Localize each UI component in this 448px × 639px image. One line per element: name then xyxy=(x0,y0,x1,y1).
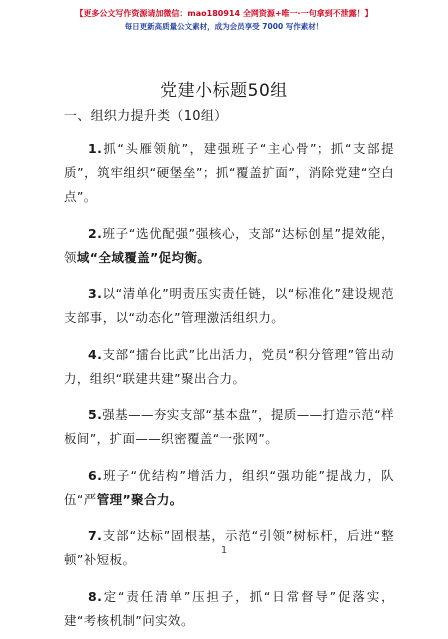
page-title: 党建小标题50组 xyxy=(160,81,288,101)
item-number: 5. xyxy=(88,407,103,422)
item-text: 强基——夯实支部“基本盘”，提质——打造示范“样板间”，扩面——织密覆盖“一张网”。 xyxy=(64,407,394,446)
item-text: 班子“选优配强”强核心，支部“达标创星”提效能，领 xyxy=(64,225,394,265)
promo-banner-line-1: 【更多公文写作资源请加微信：mao180914 全网资源+唯一·一句拿到不泄露！】 xyxy=(75,9,373,18)
list-item xyxy=(64,585,394,633)
section-heading: 一、组织力提升类（10组） xyxy=(64,109,228,124)
item-text: 定“责任清单”压担子，抓“日常督导”促落实，建“考核机制”问实效。 xyxy=(64,588,394,628)
item-number: 7. xyxy=(88,528,103,543)
item-list xyxy=(64,137,394,639)
list-item xyxy=(64,137,394,209)
item-text: 支部“达标”固根基，示范“引领”树标杆，后进“整顿”补短板。 xyxy=(64,528,394,567)
list-item xyxy=(64,343,394,391)
item-number: 8. xyxy=(88,588,103,604)
item-text: 班子“优结构”增活力，组织“强功能”提战力，队伍“严 xyxy=(64,467,394,507)
list-item xyxy=(64,464,394,512)
item-text-bold: 管理”聚合力。 xyxy=(96,491,183,507)
item-number: 2. xyxy=(88,225,103,241)
item-number: 1. xyxy=(88,141,103,156)
promo-banner-line-2: 每日更新高质量公文素材，成为会员享受 7000 写作素材！ xyxy=(124,22,324,31)
item-text: 支部“擂台比武”比出活力，党员“积分管理”管出动力，组织“联建共建”聚出合力。 xyxy=(64,346,394,386)
page-number: 1 xyxy=(220,545,228,556)
list-item xyxy=(64,282,394,330)
item-number: 4. xyxy=(88,346,103,362)
list-item xyxy=(64,222,394,270)
item-number: 3. xyxy=(88,286,103,301)
list-item xyxy=(64,403,394,451)
item-text: 抓“头雁领航”，建强班子“主心骨”；抓“支部提质”，筑牢组织“硬堡垒”；抓“覆盖扩面”，消除党建“空白点”。 xyxy=(64,141,394,204)
item-number: 6. xyxy=(88,467,103,483)
item-text-bold: 域“全域覆盖”促均衡。 xyxy=(76,249,211,265)
item-text: 以“清单化”明责压实责任链，以“标准化”建设规范支部事，以“动态化”管理激活组织力。 xyxy=(64,286,394,325)
